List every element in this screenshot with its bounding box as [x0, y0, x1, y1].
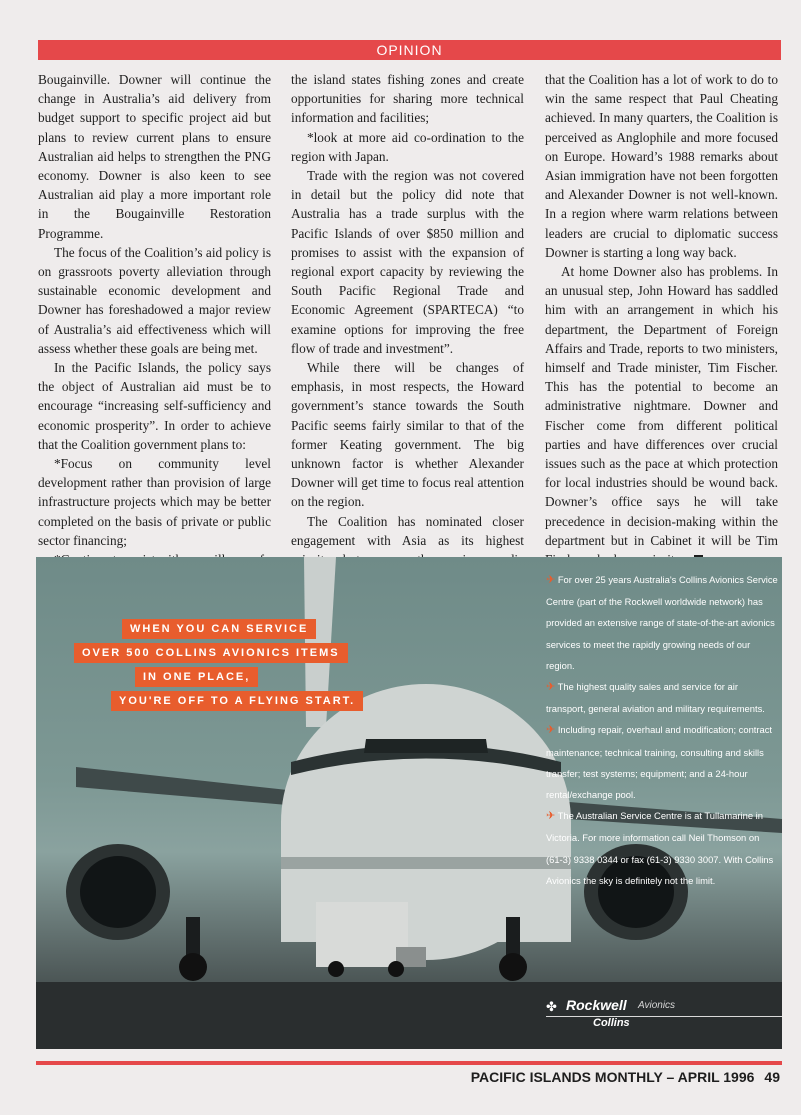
ad-bullet	[546, 569, 778, 676]
plane-arrow-icon: ✈	[546, 574, 556, 586]
plane-arrow-icon: ✈	[546, 810, 556, 823]
article-column-1	[38, 70, 271, 569]
rockwell-logo-icon: ✤	[546, 999, 557, 1014]
paragraph: Bougainville. Downer will continue the change in Australia’s aid delivery from budget support to specific project aid but plans to review current plans to ensure Australian aid helps to strengthen the PNG economy. Downer is also keen to see Australian aid play a more important role in the Bougainville Restoration Programme.	[38, 72, 271, 241]
logo-brand: Rockwell	[566, 997, 627, 1013]
logo-name: Collins	[593, 1017, 630, 1029]
article-column-2	[291, 70, 524, 608]
ad-bullet-text: Including repair, overhaul and modification; contract maintenance; technical training, consulting and skills transfer; test systems; equipment; and a 24-hour rental/exchange pool.	[546, 724, 773, 801]
paragraph-last	[545, 262, 778, 569]
publication-name: PACIFIC ISLANDS MONTHLY – APRIL 1996	[470, 1069, 755, 1085]
paragraph: The Coalition has nominated closer engagement with Asia as its highest	[291, 513, 524, 548]
footer-divider	[36, 1061, 782, 1065]
page-number: 49	[764, 1069, 780, 1085]
ad-bullet	[546, 719, 778, 805]
paragraph-text: At home Downer also has problems. In an unusual step, John Howard has saddled him with an arrangement in which his department, the Department of Foreign Affairs and Trade, reports to two ministers, himself and Trade minister, Tim Fischer. This has the potential to become an administrative nightmare. Downer and Fischer come from different political parties and have differences over crucial issues such as the pace at which protection for local industries should be wound back. Downer’s office says he will take precedence in decision-making within the department but in Cabinet it will be Tim	[545, 264, 778, 548]
ad-banner-line: OVER 500 COLLINS AVIONICS ITEMS	[74, 643, 348, 663]
ad-banner-line: IN ONE PLACE,	[135, 667, 258, 687]
logo-sub: Avionics	[638, 1000, 676, 1011]
ad-bullet	[546, 805, 778, 891]
paragraph: the island states fishing zones and create opportunities for sharing more technical information and facilities;	[291, 72, 524, 126]
left-wing	[76, 767, 311, 807]
cockpit-windows	[364, 739, 488, 753]
paragraph: In the Pacific Islands, the policy says the object of Australian aid must be to encourage “increasing self-sufficiency and economic prosperity”. In order to achieve that the Coalition government plans to:	[38, 360, 271, 452]
paragraph: While there will be changes of emphasis, in most respects, the Howard government’s stance towards the South Pacific seems fairly similar to that of the former Keating government. The big unknown factor is whether Alexander Downer will get time to focus real attention on the region.	[291, 360, 524, 510]
ground-vehicle	[316, 902, 408, 967]
ad-bullet-text: The Australian Service Centre is at Tullamarine in Victoria. For more information call Neil Thomson on (61-3) 9338 0344 or fax (61-3) 9330 3007. With Collins Avionics the sky is definitely not the limit.	[546, 810, 774, 886]
paragraph: Trade with the region was not covered in detail but the policy did note that Australia has a trade surplus with the Pacific Islands of over $850 million and promises to assist with the expansion of regional export capacity by reviewing the South Pacific Regional Trade and Economic Agreement (SPARTECA) “to examine options for improving the free flow of trade and investment”.	[291, 168, 524, 356]
paragraph: *Focus on community level development rather than provision of large infrastructure projects which may be better completed on the basis of private or public sector financing;	[38, 456, 271, 548]
collins-advertisement	[36, 557, 782, 1049]
paragraph: *look at more aid co-ordination to the region with Japan.	[291, 129, 524, 164]
plane-arrow-icon: ✈	[546, 681, 556, 694]
ad-bullet-text: The highest quality sales and service for air transport, general aviation and military requirements.	[546, 681, 765, 715]
ad-bullet-text: For over 25 years Australia's Collins Avionics Service Centre (part of the Rockwell worldwide network) has provided an extensive range of state-of-the-art avionics services to meet the rapidly growing needs of our region.	[546, 574, 778, 671]
logo-divider	[546, 1016, 782, 1017]
paragraph: that the Coalition has a lot of work to do to win the same respect that Paul Cheating achieved. In many quarters, the Coalition is perceived as Anglophile and more focused on Europe. Howard’s 1988 remarks about Asian immigration have not been forgotten and Alexander Downer is not well-known. In a region where warm relations between leaders are crucial to diplomatic success Downer is starting a long way back.	[545, 72, 778, 260]
paragraph: The focus of the Coalition’s aid policy is on grassroots poverty alleviation through sustainable economic development and Downer has foreshadowed a major review of Australia’s aid effectiveness which will assess whether these goals are being met.	[38, 244, 271, 356]
ad-banner-line: WHEN YOU CAN SERVICE	[122, 619, 316, 639]
ad-copy	[546, 569, 778, 891]
section-header: OPINION	[38, 40, 781, 60]
page-footer	[471, 1069, 780, 1085]
plane-arrow-icon: ✈	[546, 724, 556, 737]
article-column-3	[545, 70, 778, 569]
ad-banner-line: YOU'RE OFF TO A FLYING START.	[111, 691, 363, 711]
ad-bullet	[546, 676, 778, 719]
